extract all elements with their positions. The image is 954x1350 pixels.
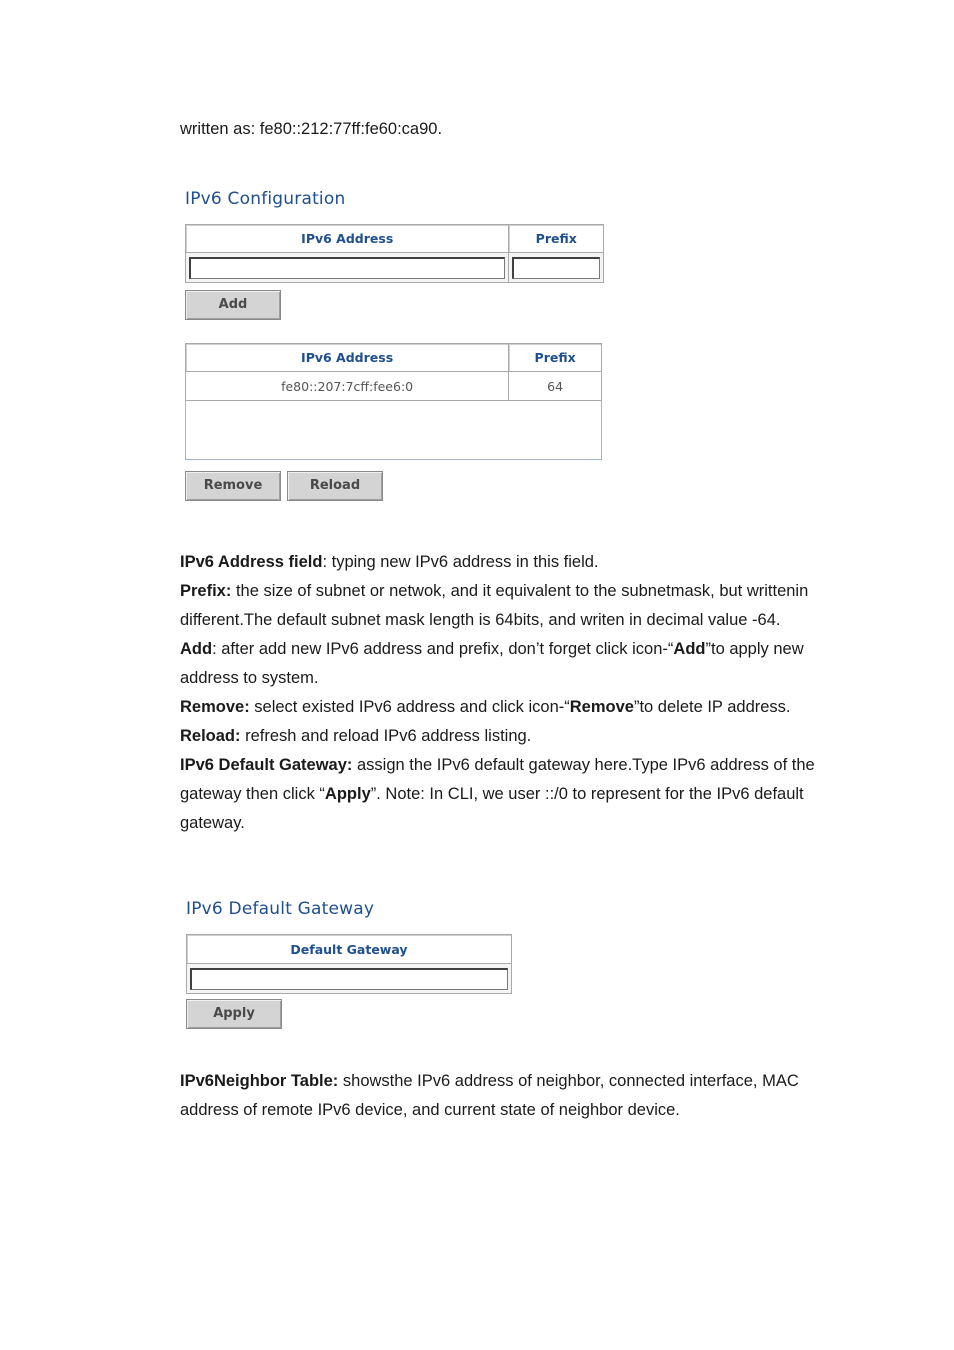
description-block xyxy=(180,548,830,838)
row-address-cell[interactable]: fe80::207:7cff:fee6:0 xyxy=(186,372,509,401)
add-button[interactable]: Add xyxy=(185,290,281,320)
desc-remove: Remove: select existed IPv6 address and click icon-“Remove”to delete IP address. xyxy=(180,698,791,716)
intro-text: written as: fe80::212:77ff:fe60:ca90. xyxy=(180,120,443,138)
default-gateway-header: Default Gateway xyxy=(187,935,512,964)
apply-button[interactable]: Apply xyxy=(186,999,282,1029)
gateway-title: IPv6 Default Gateway xyxy=(186,899,375,919)
ipv6-input-table xyxy=(185,224,604,283)
row-prefix-cell[interactable]: 64 xyxy=(509,372,602,401)
desc-prefix: Prefix: the size of subnet or netwok, and it equivalent to the subnetmask, but writtenin different.The default subnet mask length is 64bits, and writen in decimal value -64. xyxy=(180,582,809,629)
list-prefix-header: Prefix xyxy=(509,344,602,372)
list-ipv6-address-header: IPv6 Address xyxy=(186,344,509,372)
desc-add: Add: after add new IPv6 address and prefix, don’t forget click icon-“Add”to apply new address to system. xyxy=(180,640,804,687)
prefix-header: Prefix xyxy=(509,225,604,253)
table-row[interactable] xyxy=(186,372,602,401)
neighbor-description xyxy=(180,1067,830,1125)
neighbor-label: IPv6Neighbor Table: xyxy=(180,1072,339,1090)
desc-ipv6-address-field: IPv6 Address field: typing new IPv6 address in this field. xyxy=(180,553,599,571)
default-gateway-input[interactable] xyxy=(190,968,508,990)
desc-reload: Reload: refresh and reload IPv6 address listing. xyxy=(180,727,532,745)
ipv6-address-input[interactable] xyxy=(189,257,505,279)
ipv6-config-title: IPv6 Configuration xyxy=(185,189,346,209)
reload-button[interactable]: Reload xyxy=(287,471,383,501)
ipv6-address-list xyxy=(185,343,602,460)
remove-button[interactable]: Remove xyxy=(185,471,281,501)
gateway-table xyxy=(186,934,512,994)
list-empty-area xyxy=(186,401,602,460)
desc-default-gateway: IPv6 Default Gateway: assign the IPv6 default gateway here.Type IPv6 address of the gateway then click “Apply”. Note: In CLI, we user ::/0 to represent for the IPv6 default gateway. xyxy=(180,756,815,832)
neighbor-text: showsthe IPv6 address of neighbor, connected interface, MAC address of remote IPv6 device, and current state of neighbor device. xyxy=(180,1072,799,1119)
prefix-input[interactable] xyxy=(512,257,600,279)
ipv6-address-header: IPv6 Address xyxy=(186,225,509,253)
